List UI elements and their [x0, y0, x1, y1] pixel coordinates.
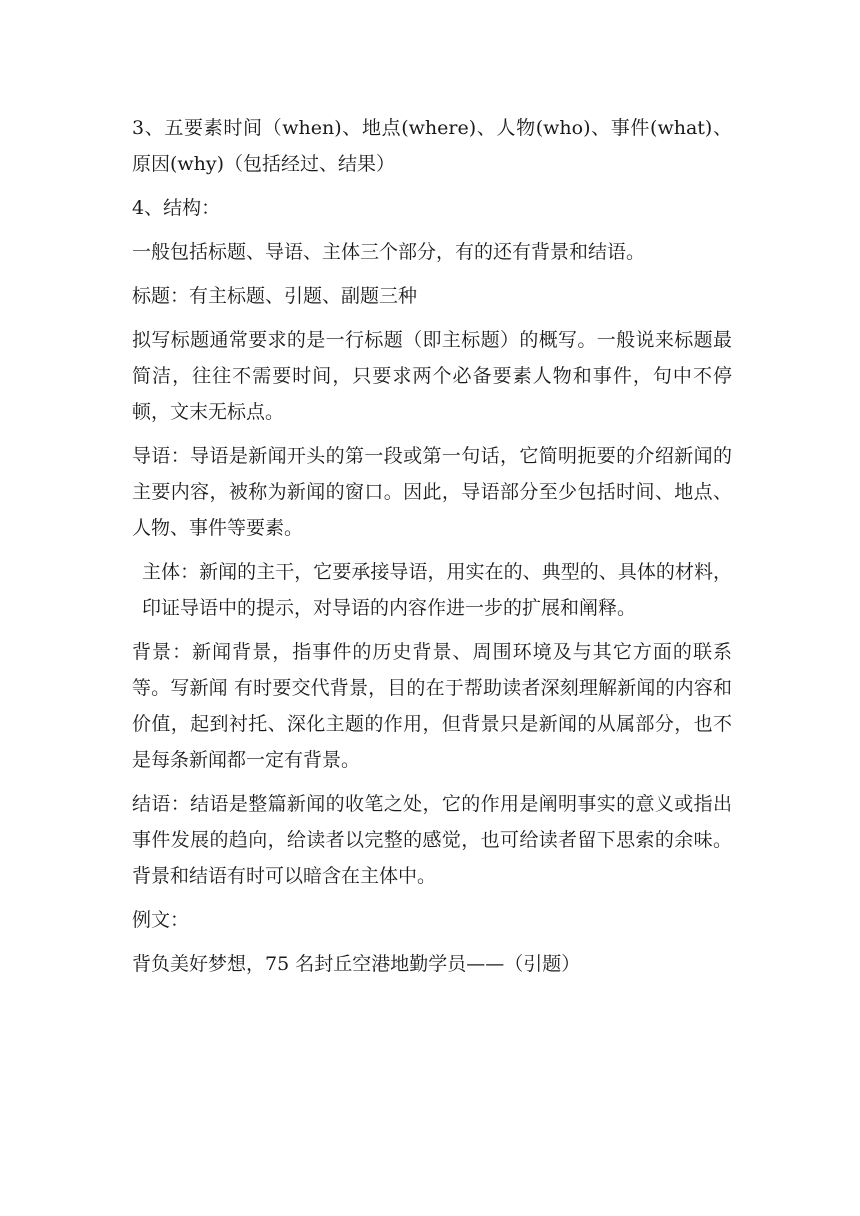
paragraph-lead: 导语：导语是新闻开头的第一段或第一句话，它简明扼要的介绍新闻的主要内容，被称为新闻的窗口。因此，导语部分至少包括时间、地点、人物、事件等要素。 — [132, 445, 732, 539]
document-body — [132, 110, 732, 990]
paragraph-example-label: 例文： — [132, 909, 190, 931]
paragraph-background: 背景：新闻背景，指事件的历史背景、周围环境及与其它方面的联系等。写新闻 有时要交代背景，目的在于帮助读者深刻理解新闻的内容和价值，起到衬托、深化主题的作用，但背景只是新闻的从属部分，也不是每条新闻都一定有背景。 — [132, 641, 732, 771]
paragraph-conclusion: 结语：结语是整篇新闻的收笔之处，它的作用是阐明事实的意义或指出事件发展的趋向，给读者以完整的感觉，也可给读者留下思索的余味。背景和结语有时可以暗含在主体中。 — [132, 793, 732, 887]
paragraph-example-lead-title: 背负美好梦想，75 名封丘空港地勤学员——（引题） — [132, 953, 581, 975]
paragraph-structure-heading: 4、结构： — [132, 197, 221, 219]
paragraph-structure-overview: 一般包括标题、导语、主体三个部分，有的还有背景和结语。 — [132, 241, 646, 263]
paragraph-body: 主体：新闻的主干，它要承接导语，用实在的、典型的、具体的材料，印证导语中的提示，对导语的内容作进一步的扩展和阐释。 — [142, 561, 732, 619]
paragraph-title-writing: 拟写标题通常要求的是一行标题（即主标题）的概写。一般说来标题最简洁，往往不需要时间，只要求两个必备要素人物和事件，句中不停顿，文末无标点。 — [132, 329, 732, 423]
paragraph-five-elements: 3、五要素时间（when)、地点(where)、人物(who)、事件(what)、原因(why)（包括经过、结果） — [132, 117, 732, 175]
paragraph-title-types: 标题：有主标题、引题、副题三种 — [132, 285, 418, 307]
